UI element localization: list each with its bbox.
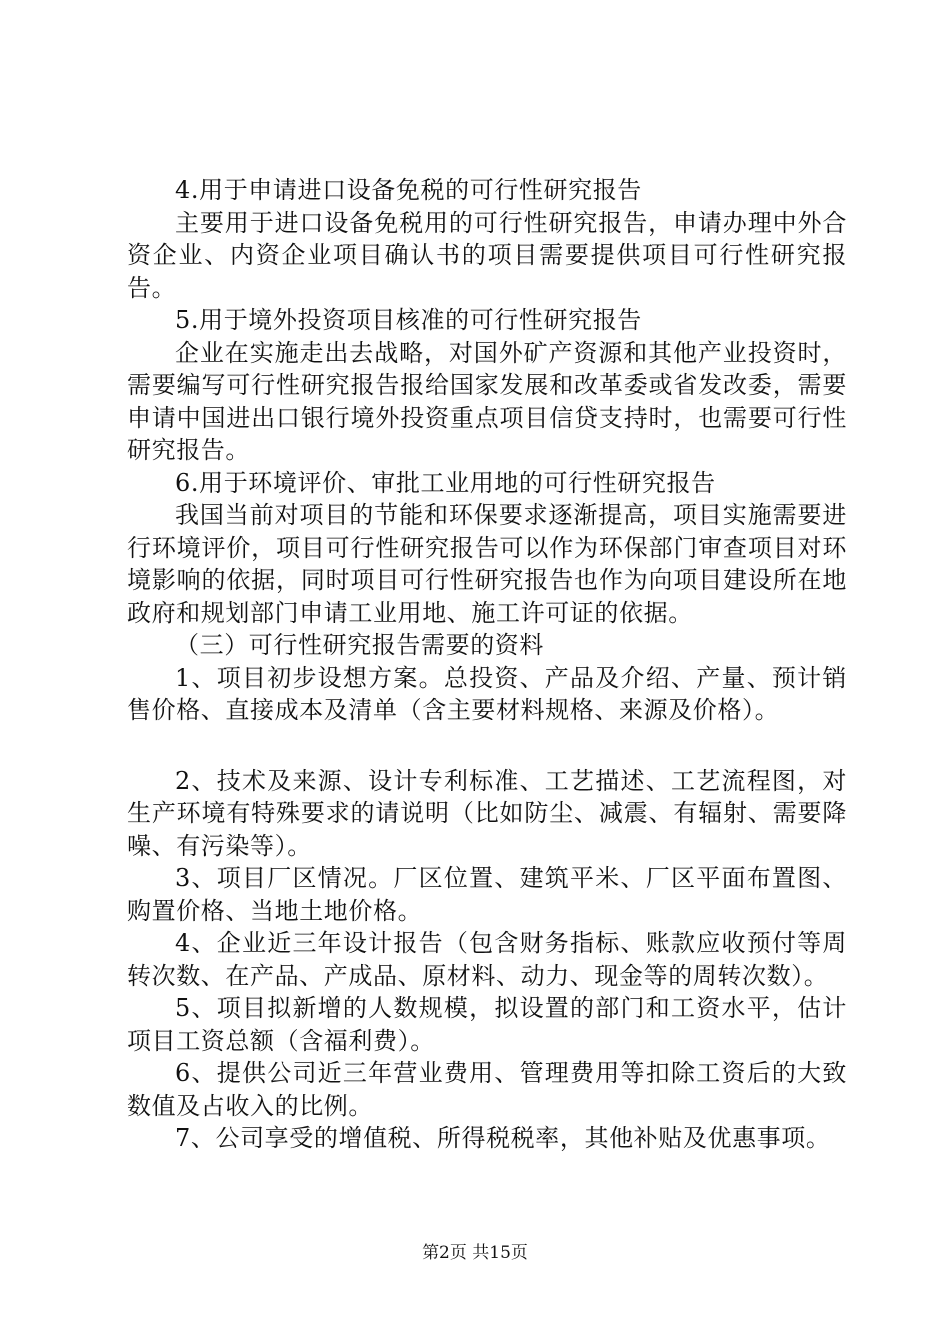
- list-item: 7、公司享受的增值税、所得税税率，其他补贴及优惠事项。: [175, 1124, 831, 1152]
- list-item: 5、项目拟新增的人数规模，拟设置的部门和工资水平，估计项目工资总额（含福利费）。: [127, 994, 847, 1055]
- list-item: 3、项目厂区情况。厂区位置、建筑平米、厂区平面布置图、购置价格、当地土地价格。: [127, 864, 847, 925]
- blank-line: [127, 727, 847, 765]
- body-paragraph: 企业在实施走出去战略，对国外矿产资源和其他产业投资时，需要编写可行性研究报告报给国家发展和改革委或省发改委，需要申请中国进出口银行境外投资重点项目信贷支持时，也需要可行性研究报告。: [127, 338, 847, 464]
- section-heading-3: （三）可行性研究报告需要的资料: [175, 631, 544, 659]
- list-item: 1、项目初步设想方案。总投资、产品及介绍、产量、预计销售价格、直接成本及清单（含主要材料规格、来源及价格）。: [127, 663, 847, 724]
- list-item: 2、技术及来源、设计专利标准、工艺描述、工艺流程图，对生产环境有特殊要求的请说明（比如防尘、减震、有辐射、需要降噪、有污染等）。: [127, 766, 847, 860]
- section-heading-4: 4.用于申请进口设备免税的可行性研究报告: [175, 176, 642, 204]
- list-item: 4、企业近三年设计报告（包含财务指标、账款应收预付等周转次数、在产品、产成品、原材料、动力、现金等的周转次数）。: [127, 929, 847, 990]
- list-item: 6、提供公司近三年营业费用、管理费用等扣除工资后的大致数值及占收入的比例。: [127, 1059, 847, 1120]
- body-paragraph: 主要用于进口设备免税用的可行性研究报告，申请办理中外合资企业、内资企业项目确认书的项目需要提供项目可行性研究报告。: [127, 208, 847, 302]
- document-body: [127, 174, 847, 1155]
- section-heading-5: 5.用于境外投资项目核准的可行性研究报告: [175, 306, 642, 334]
- body-paragraph: 我国当前对项目的节能和环保要求逐渐提高，项目实施需要进行环境评价，项目可行性研究报告可以作为环保部门审查项目对环境影响的依据，同时项目可行性研究报告也作为向项目建设所在地政府和规划部门申请工业用地、施工许可证的依据。: [127, 501, 847, 627]
- section-heading-6: 6.用于环境评价、审批工业用地的可行性研究报告: [175, 468, 716, 497]
- page-number-footer: 第2页 共15页: [422, 1243, 528, 1263]
